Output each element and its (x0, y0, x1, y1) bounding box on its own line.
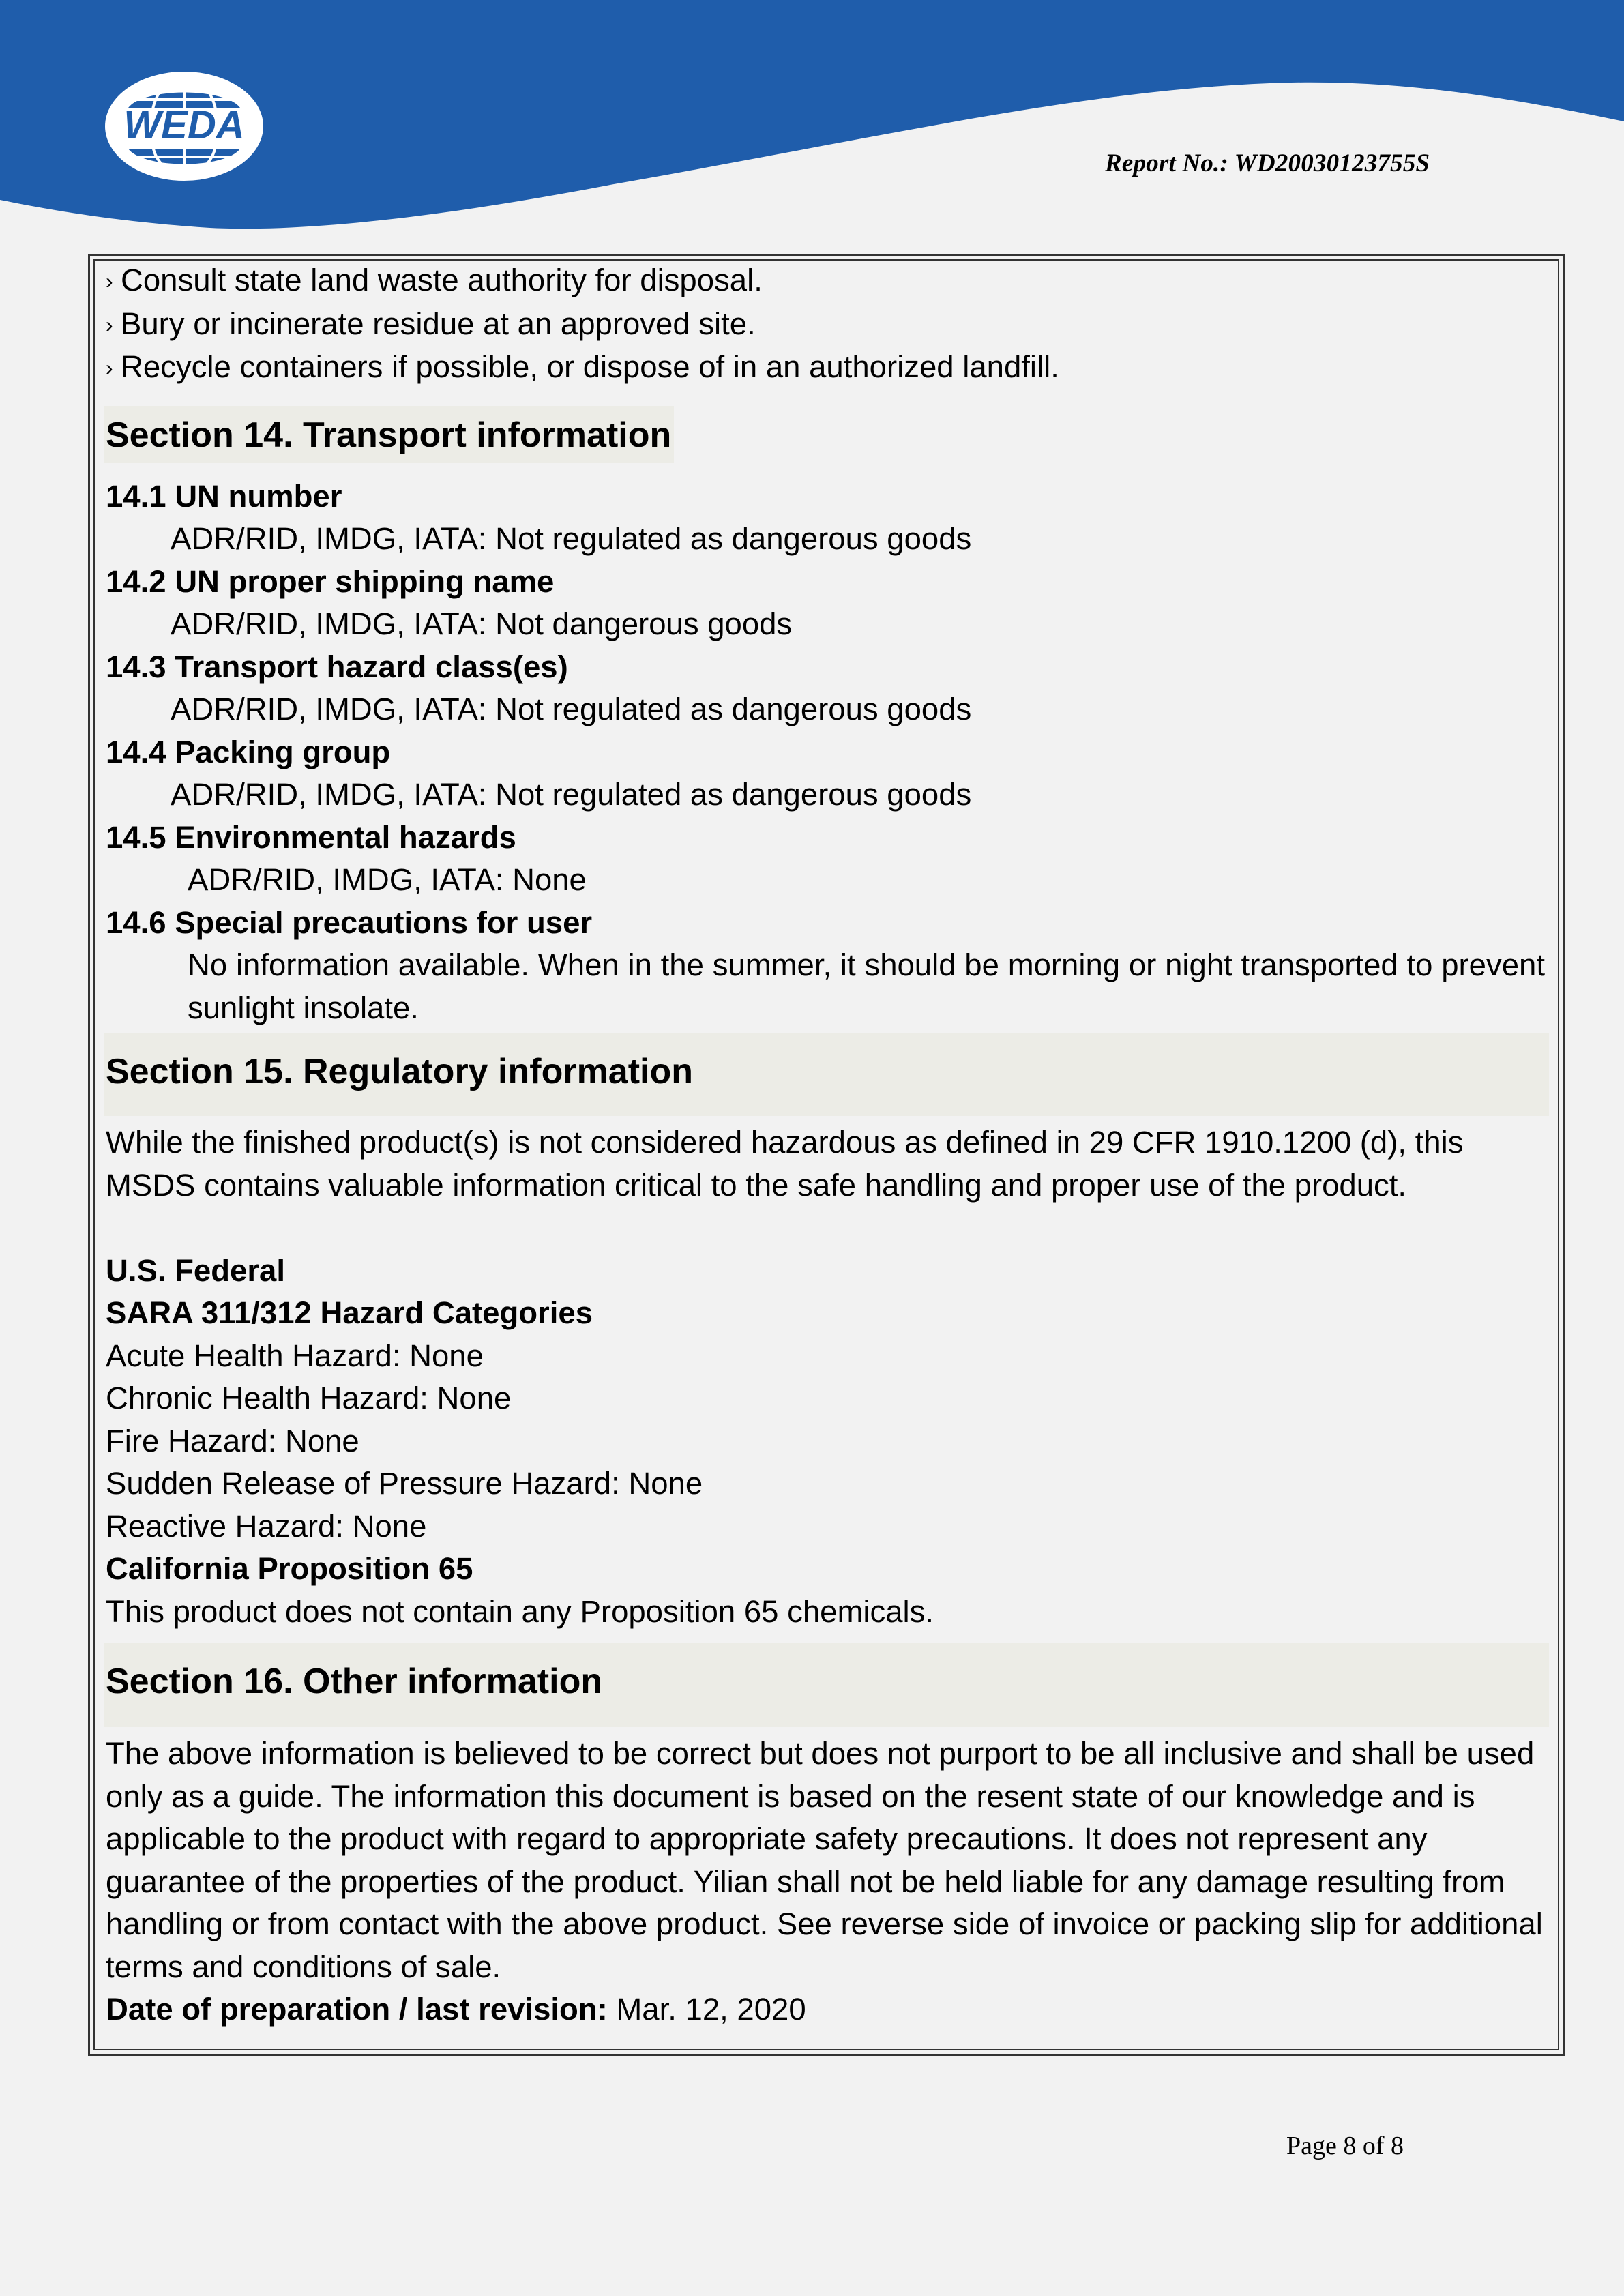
revision-date-line (106, 1988, 1545, 2031)
sara-heading: SARA 311/312 Hazard Categories (106, 1295, 593, 1330)
page-number: Page 8 of 8 (1286, 2132, 1404, 2160)
list-item: › Bury or incinerate residue at an approved site. (106, 303, 1545, 347)
chevron-bullet-icon: › (106, 312, 113, 337)
subsection-value: ADR/RID, IMDG, IATA: Not regulated as dangerous goods (171, 692, 972, 726)
hazard-item: Fire Hazard: None (106, 1423, 359, 1458)
disposal-bullet-list (106, 259, 1545, 389)
subsection-value: ADR/RID, IMDG, IATA: Not regulated as dangerous goods (171, 777, 972, 812)
us-federal-heading: U.S. Federal (106, 1252, 285, 1288)
subsection-heading: 14.4 Packing group (106, 734, 391, 769)
list-item: › Recycle containers if possible, or dispose of in an authorized landfill. (106, 346, 1545, 389)
prop65-text: This product does not contain any Proposition 65 chemicals. (106, 1593, 934, 1629)
document-content (106, 259, 1545, 2031)
section-15-intro: While the finished product(s) is not considered hazardous as defined in 29 CFR 1910.1200 (d), this MSDS contains valuable information critical to the safe handling and proper use of the product. (106, 1125, 1464, 1203)
subsection-value: No information available. When in the summer, it should be morning or night transported to prevent sunlight insolate. (188, 947, 1545, 1025)
subsection-heading: 14.1 UN number (106, 478, 342, 514)
hazard-item: Acute Health Hazard: None (106, 1338, 484, 1373)
chevron-bullet-icon: › (106, 269, 113, 293)
section-15-heading: Section 15. Regulatory information (104, 1033, 1549, 1116)
prop65-heading: California Proposition 65 (106, 1551, 473, 1586)
revision-date-label: Date of preparation / last revision: (106, 1992, 608, 2027)
section-16-disclaimer: The above information is believed to be correct but does not purport to be all inclusive and shall be used only as a guide. The information this document is based on the resent state of our knowledge and is applicable to the product with regard to appropriate safety precautions. It does not represent any guarantee of the properties of the product. Yilian shall not be held liable for any damage resulting from handling or from contact with the above product. See reverse side of invoice or packing slip for additional terms and conditions of sale. (106, 1736, 1543, 1984)
section-14-body (106, 475, 1545, 1030)
section-14-heading: Section 14. Transport information (104, 406, 674, 463)
report-number: Report No.: WD20030123755S (1105, 149, 1430, 177)
hazard-item: Chronic Health Hazard: None (106, 1381, 512, 1415)
subsection-value: ADR/RID, IMDG, IATA: Not regulated as dangerous goods (171, 521, 972, 556)
subsection-value: ADR/RID, IMDG, IATA: Not dangerous goods (171, 606, 793, 641)
subsection-heading: 14.6 Special precautions for user (106, 904, 593, 940)
svg-text:WEDA: WEDA (123, 103, 245, 147)
subsection-heading: 14.5 Environmental hazards (106, 819, 516, 855)
subsection-heading: 14.2 UN proper shipping name (106, 563, 555, 599)
subsection-heading: 14.3 Transport hazard class(es) (106, 649, 568, 684)
section-16-heading: Section 16. Other information (104, 1643, 1549, 1727)
spacer (106, 1207, 1545, 1250)
revision-date-value: Mar. 12, 2020 (607, 1992, 806, 2027)
weda-globe-logo-icon (102, 68, 266, 184)
hazard-item: Sudden Release of Pressure Hazard: None (106, 1466, 703, 1501)
subsection-value: ADR/RID, IMDG, IATA: None (188, 862, 587, 897)
list-item: › Consult state land waste authority for disposal. (106, 259, 1545, 303)
hazard-item: Reactive Hazard: None (106, 1508, 427, 1544)
chevron-bullet-icon: › (106, 355, 113, 380)
